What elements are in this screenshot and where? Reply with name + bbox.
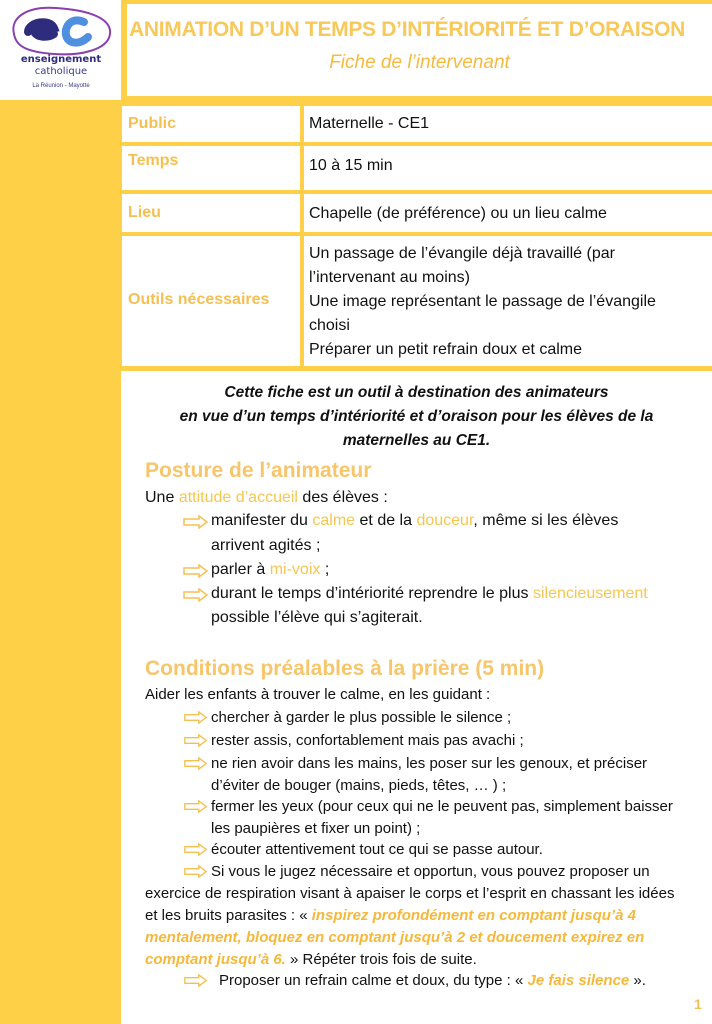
- temps-label: Temps: [128, 152, 179, 169]
- outils-label-cell: [122, 236, 300, 366]
- conditions-item-1: chercher à garder le plus possible le silence ;: [211, 709, 512, 726]
- breath-quote-open: et les bruits parasites : «: [145, 907, 312, 924]
- refrain-a: Proposer un refrain calme et doux, du type : «: [219, 972, 528, 989]
- arrow-icon: [183, 757, 209, 770]
- public-value-cell: [304, 106, 712, 142]
- logo-text-enseignement: enseignement: [20, 54, 102, 65]
- intro-line-3: maternelles au CE1.: [342, 432, 491, 449]
- posture-item-2: [211, 561, 329, 579]
- conditions-breath-line-3: [145, 907, 636, 924]
- logo: [0, 0, 121, 100]
- lieu-label: Lieu: [128, 204, 161, 221]
- posture-item-1-hl2: douceur: [416, 512, 474, 529]
- posture-lead-b: des élèves :: [297, 489, 388, 506]
- intro-line-1: Cette fiche est un outil à destination des animateurs: [224, 384, 609, 401]
- conditions-lead: Aider les enfants à trouver le calme, en les guidant :: [145, 686, 491, 703]
- posture-item-1-hl1: calme: [312, 512, 356, 529]
- conditions-heading: Conditions préalables à la prière (5 min): [145, 657, 545, 680]
- outils-line-1: Un passage de l’évangile déjà travaillé (par: [309, 245, 615, 262]
- intro-line-2: en vue d’un temps d’intériorité et d’oraison pour les élèves de la: [179, 408, 654, 425]
- posture-item-1-c: , même si les élèves: [473, 512, 619, 529]
- posture-item-3-line-2: possible l’élève qui s’agiterait.: [211, 609, 423, 626]
- logo-text-region: La Réunion - Mayotte: [32, 83, 90, 89]
- arrow-icon: [183, 711, 209, 724]
- arrow-icon: [183, 865, 209, 878]
- logo-mark-icon: [6, 4, 118, 56]
- posture-heading: Posture de l’animateur: [145, 459, 372, 482]
- conditions-item-5: écouter attentivement tout ce qui se passe autour.: [211, 841, 543, 858]
- conditions-breath-line-2: exercice de respiration visant à apaiser le corps et l’esprit en chassant les idées: [145, 885, 675, 902]
- temps-value-cell: [304, 146, 712, 190]
- title-box: [127, 4, 712, 96]
- conditions-breath-line-1: Si vous le jugez nécessaire et opportun, vous pouvez proposer un: [211, 863, 650, 880]
- lieu-value: Chapelle (de préférence) ou un lieu calme: [309, 205, 607, 222]
- temps-value: 10 à 15 min: [309, 157, 393, 174]
- page-title: ANIMATION D’UN TEMPS D’INTÉRIORITÉ ET D’ORAISON: [129, 18, 686, 41]
- outils-line-3: Une image représentant le passage de l’évangile: [309, 293, 656, 310]
- posture-item-2-hl: mi-voix: [269, 561, 321, 578]
- refrain-b: ».: [629, 972, 646, 989]
- outils-label: Outils nécessaires: [128, 291, 270, 308]
- public-label: Public: [128, 115, 177, 132]
- intro-text: [121, 381, 712, 453]
- content-area: [121, 371, 712, 1024]
- conditions-breath-line-5: [145, 951, 477, 968]
- arrow-icon: [183, 974, 209, 987]
- posture-item-3-hl: silencieusement: [532, 585, 648, 602]
- posture-item-3-a: durant le temps d’intériorité reprendre le plus: [211, 585, 533, 602]
- page-number: 1: [694, 996, 702, 1012]
- arrow-icon: [183, 800, 209, 813]
- outils-line-2: l’intervenant au moins): [309, 269, 470, 286]
- posture-lead: [145, 489, 388, 507]
- conditions-item-3: ne rien avoir dans les mains, les poser sur les genoux, et préciser: [211, 755, 648, 772]
- posture-item-3: [211, 585, 648, 603]
- logo-text-catholique: catholique: [34, 66, 88, 77]
- posture-item-1-line-2: arrivent agités ;: [211, 537, 321, 554]
- conditions-item-3-line-2: d’éviter de bouger (mains, pieds, têtes, … ) ;: [211, 777, 507, 794]
- refrain-highlight: Je fais silence: [527, 972, 630, 989]
- lieu-value-cell: [304, 194, 712, 232]
- breath-instruction-2: mentalement, bloquez en comptant jusqu’à 2 et doucement expirez en: [145, 929, 645, 946]
- conditions-refrain: [219, 972, 646, 989]
- outils-line-4: choisi: [309, 317, 350, 334]
- arrow-icon: [183, 588, 209, 602]
- outils-line-5: Préparer un petit refrain doux et calme: [309, 341, 583, 358]
- public-value: Maternelle - CE1: [309, 115, 430, 132]
- lieu-label-cell: [122, 194, 300, 232]
- breath-instruction-3: comptant jusqu’à 6.: [145, 951, 286, 968]
- breath-instruction-1: inspirez profondément en comptant jusqu’à 4: [311, 907, 636, 924]
- arrow-icon: [183, 564, 209, 578]
- conditions-item-4: fermer les yeux (pour ceux qui ne le peuvent pas, simplement baisser: [211, 798, 673, 815]
- breath-end: » Répéter trois fois de suite.: [285, 951, 477, 968]
- conditions-item-4-line-2: les paupières et fixer un point) ;: [211, 820, 421, 837]
- temps-label-cell: [122, 146, 300, 190]
- posture-lead-highlight: attitude d’accueil: [178, 489, 298, 506]
- public-label-cell: [122, 106, 300, 142]
- posture-item-1-b: et de la: [355, 512, 417, 529]
- posture-item-2-b: ;: [320, 561, 330, 578]
- page-subtitle: Fiche de l’intervenant: [329, 52, 510, 73]
- outils-value-cell: [304, 236, 712, 366]
- posture-item-2-a: parler à: [211, 561, 270, 578]
- arrow-icon: [183, 515, 209, 529]
- arrow-icon: [183, 734, 209, 747]
- posture-item-1-a: manifester du: [211, 512, 313, 529]
- posture-item-1: [211, 512, 618, 530]
- arrow-icon: [183, 843, 209, 856]
- posture-lead-a: Une: [145, 489, 179, 506]
- conditions-item-2: rester assis, confortablement mais pas avachi ;: [211, 732, 524, 749]
